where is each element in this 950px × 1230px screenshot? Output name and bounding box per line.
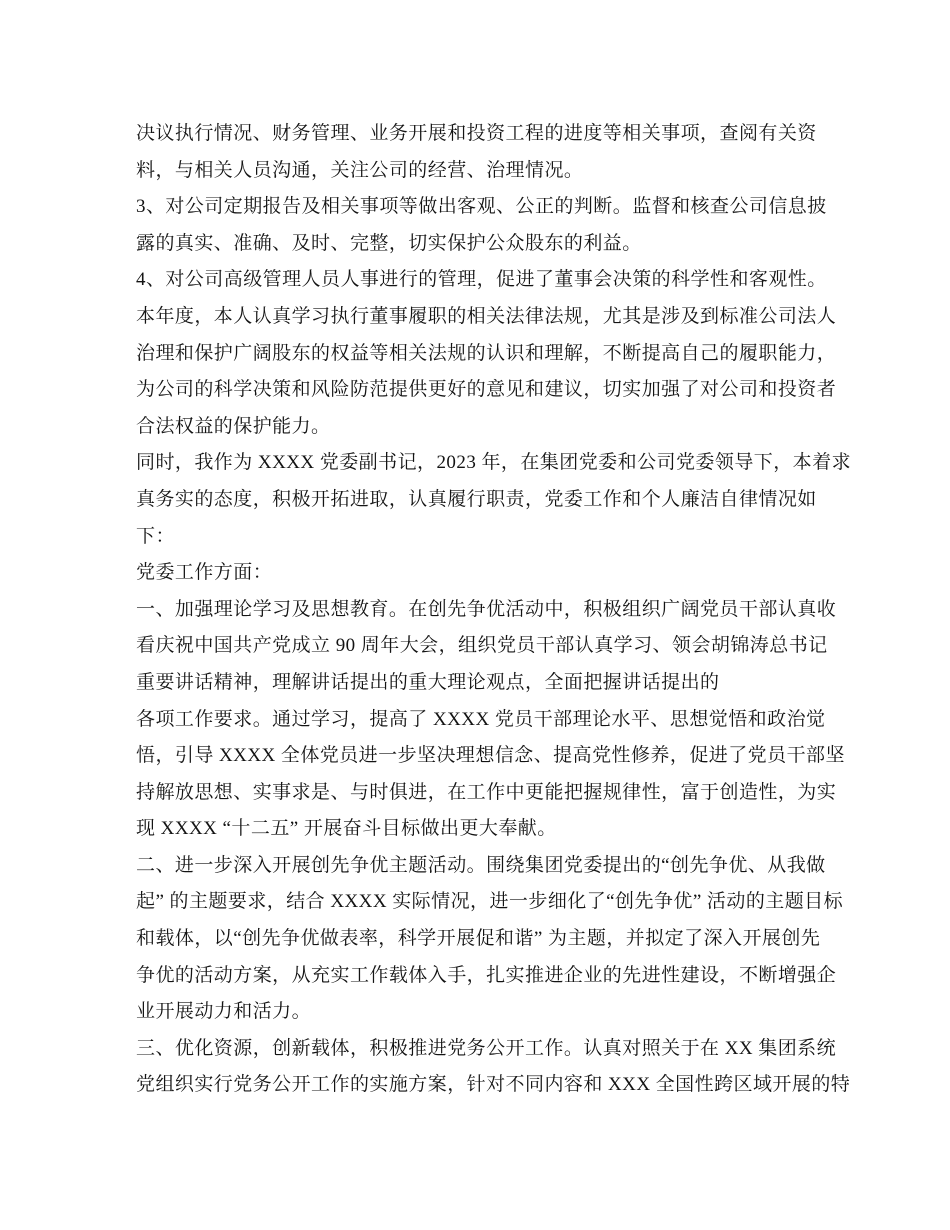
text-line: 决议执行情况、财务管理、业务开展和投资工程的进度等相关事项，查阅有关资 xyxy=(136,123,817,144)
text-line: 同时，我作为 XXXX 党委副书记，2023 年，在集团党委和公司党委领导下，本着求 xyxy=(136,452,852,474)
text-line: 真务实的态度，积极开拓进取，认真履行职责，党委工作和个人廉洁自律情况如 xyxy=(136,488,817,510)
document-body xyxy=(136,116,852,1104)
text-line: 看庆祝中国共产党成立 90 周年大会，组织党员干部认真学习、领会胡锦涛总书记 xyxy=(136,635,828,657)
text-line: 和载体，以“创先争优做表率，科学开展促和谐” 为主题，并拟定了深入开展创先 xyxy=(136,928,821,950)
text-line: 治理和保护广阔股东的权益等相关法规的认识和理解，不断提高自己的履职能力， xyxy=(136,342,837,364)
text-line: 为公司的科学决策和风险防范提供更好的意见和建议，切实加强了对公司和投资者 xyxy=(136,379,837,401)
text-line: 合法权益的保护能力。 xyxy=(136,415,331,437)
text-line: 露的真实、准确、及时、完整，切实保护公众股东的利益。 xyxy=(136,232,642,254)
text-line: 争优的活动方案，从充实工作载体入手，扎实推进企业的先进性建设，不断增强企 xyxy=(136,964,837,986)
text-line: 重要讲话精神，理解讲话提出的重大理论观点，全面把握讲话提出的 xyxy=(136,671,720,693)
text-line: 料，与相关人员沟通，关注公司的经营、治理情况。 xyxy=(136,159,584,181)
text-line: 现 XXXX “十二五” 开展奋斗目标做出更大奉献。 xyxy=(136,818,557,840)
text-line: 起” 的主题要求，结合 XXXX 实际情况，进一步细化了“创先争优” 活动的主题目标 xyxy=(136,891,844,913)
text-line: 悟，引导 XXXX 全体党员进一步坚决理想信念、提高党性修养，促进了党员干部坚 xyxy=(136,745,845,767)
text-line: 二、进一步深入开展创先争优主题活动。围绕集团党委提出的“创先争优、从我做 xyxy=(136,854,826,876)
text-line: 4、对公司高级管理人员人事进行的管理，促进了董事会决策的科学性和客观性。 xyxy=(136,269,827,291)
text-line: 3、对公司定期报告及相关事项等做出客观、公正的判断。监督和核查公司信息披 xyxy=(136,196,827,218)
text-line: 下： xyxy=(136,525,175,547)
text-line: 党委工作方面： xyxy=(136,562,273,584)
text-line: 本年度，本人认真学习执行董事履职的相关法律法规，尤其是涉及到标准公司法人 xyxy=(136,305,837,327)
text-line: 三、优化资源，创新载体，积极推进党务公开工作。认真对照关于在 XX 集团系统 xyxy=(136,1037,837,1059)
text-line: 持解放思想、实事求是、与时俱进，在工作中更能把握规律性，富于创造性，为实 xyxy=(136,781,837,803)
text-line: 各项工作要求。通过学习，提高了 XXXX 党员干部理论水平、思想觉悟和政治觉 xyxy=(136,708,826,730)
text-line: 业开展动力和活力。 xyxy=(136,1001,312,1023)
text-line: 党组织实行党务公开工作的实施方案，针对不同内容和 XXX 全国性跨区域开展的特 xyxy=(136,1074,851,1096)
text-line: 一、加强理论学习及思想教育。在创先争优活动中，积极组织广阔党员干部认真收 xyxy=(136,598,837,620)
